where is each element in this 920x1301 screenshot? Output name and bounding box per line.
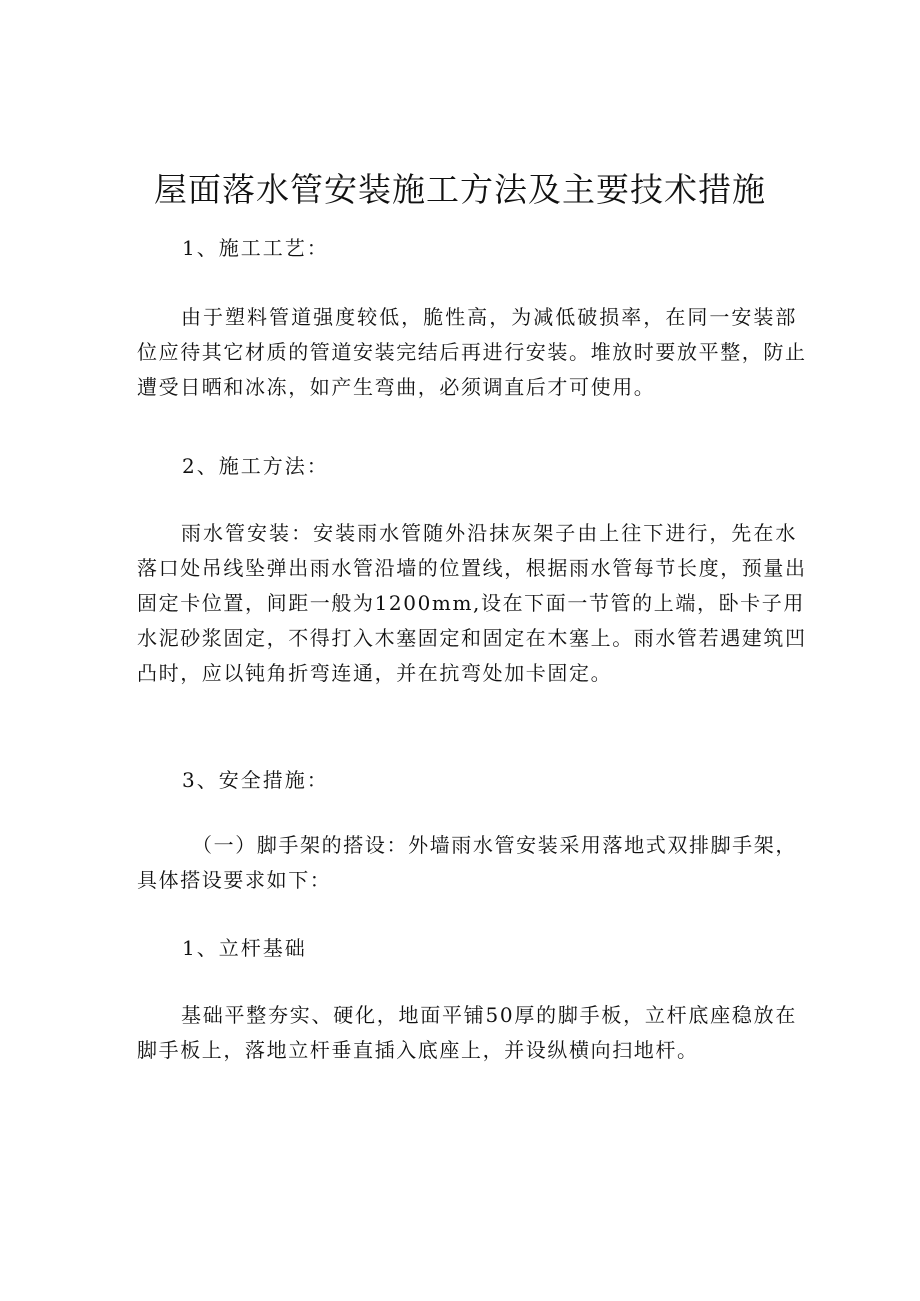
page-title: 屋面落水管安装施工方法及主要技术措施 bbox=[154, 170, 766, 209]
paragraph-line: 固定卡位置，间距一般为1200mm,设在下面一节管的上端，卧卡子用 bbox=[137, 591, 805, 615]
paragraph-line: 遭受日晒和冰冻，如产生弯曲，必须调直后才可使用。 bbox=[137, 375, 656, 399]
section-heading-2: 2、施工方法： bbox=[182, 454, 329, 478]
paragraph-1 bbox=[137, 300, 807, 405]
paragraph-line: 雨水管安装：安装雨水管随外沿抹灰架子由上往下进行，先在水 bbox=[181, 521, 797, 545]
paragraph-line: 水泥砂浆固定，不得打入木塞固定和固定在木塞上。雨水管若遇建筑凹 bbox=[137, 626, 807, 650]
paragraph-3-intro bbox=[137, 828, 797, 898]
paragraph-line: 脚手板上，落地立杆垂直插入底座上，并设纵横向扫地杆。 bbox=[137, 1038, 699, 1062]
section-heading-1: 1、施工工艺： bbox=[182, 236, 329, 260]
paragraph-line: 落口处吊线坠弹出雨水管沿墙的位置线，根据雨水管每节长度，预量出 bbox=[137, 556, 807, 580]
paragraph-line: 位应待其它材质的管道安装完结后再进行安装。堆放时要放平整，防止 bbox=[137, 340, 807, 364]
paragraph-2 bbox=[137, 516, 807, 691]
paragraph-3-body bbox=[137, 998, 797, 1068]
paragraph-line: 由于塑料管道强度较低，脆性高，为减低破损率，在同一安装部 bbox=[181, 305, 797, 329]
section-heading-3: 3、安全措施： bbox=[182, 768, 329, 792]
paragraph-line: 基础平整夯实、硬化，地面平铺50厚的脚手板，立杆底座稳放在 bbox=[181, 1003, 797, 1027]
paragraph-line: （一）脚手架的搭设：外墙雨水管安装采用落地式双排脚手架， bbox=[192, 833, 797, 857]
paragraph-line: 凸时，应以钝角折弯连通，并在抗弯处加卡固定。 bbox=[137, 661, 613, 685]
paragraph-line: 具体搭设要求如下： bbox=[137, 868, 332, 892]
sub-heading-1: 1、立杆基础 bbox=[182, 936, 307, 960]
